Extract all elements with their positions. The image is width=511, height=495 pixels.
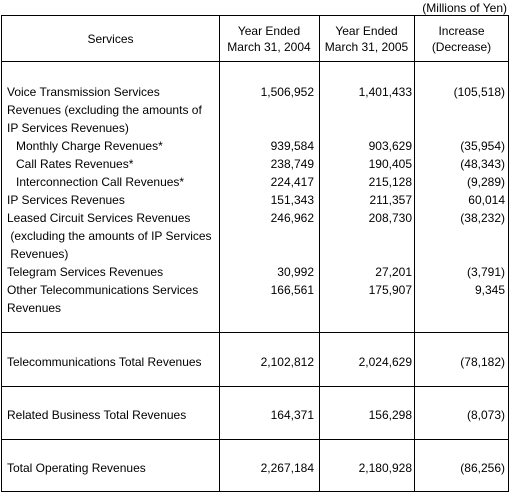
cell-fy2004: 246,962 — [270, 211, 314, 225]
row-divider — [2, 439, 508, 440]
cell-fy2005: 27,201 — [375, 265, 412, 279]
cell-change: (8,073) — [466, 408, 505, 422]
cell-fy2004: 2,267,184 — [260, 461, 314, 475]
cell-change: (48,343) — [460, 157, 505, 171]
unit-note: (Millions of Yen) — [422, 1, 507, 15]
row-label-interconnection: Interconnection Call Revenues* — [16, 175, 185, 189]
cell-fy2005: 211,357 — [369, 193, 412, 207]
cell-fy2004: 166,561 — [270, 283, 314, 297]
row-label-total-operating: Total Operating Revenues — [7, 461, 146, 475]
cell-fy2005: 156,298 — [368, 408, 412, 422]
cell-fy2005: 215,128 — [368, 175, 412, 189]
header-fy2005: Year Ended March 31, 2005 — [324, 23, 409, 54]
cell-change: 9,345 — [474, 283, 505, 297]
header-divider — [2, 61, 508, 62]
cell-change: (38,232) — [460, 211, 505, 225]
cell-fy2005: 208,730 — [368, 211, 412, 225]
row-label-other-telecom: Other Telecommunications Services Revenues — [7, 283, 199, 315]
cell-fy2004: 2,102,812 — [260, 355, 314, 369]
cell-fy2004: 164,371 — [270, 408, 314, 422]
cell-fy2005: 2,024,629 — [358, 355, 412, 369]
cell-fy2005: 175,907 — [368, 283, 412, 297]
header-services: Services — [87, 31, 134, 46]
row-divider — [2, 332, 508, 333]
cell-fy2005: 903,629 — [368, 139, 412, 153]
cell-change: 60,014 — [468, 193, 505, 207]
row-label-ip-services: IP Services Revenues — [7, 193, 125, 207]
cell-fy2004: 1,506,952 — [260, 85, 314, 99]
cell-fy2004: 238,749 — [270, 157, 314, 171]
header-fy2004: Year Ended March 31, 2004 — [227, 23, 311, 54]
cell-change: (105,518) — [453, 85, 505, 99]
cell-fy2004: 224,417 — [270, 175, 314, 189]
cell-fy2005: 2,180,928 — [358, 461, 412, 475]
row-label-monthly-charge: Monthly Charge Revenues* — [16, 139, 163, 153]
cell-fy2004: 151,343 — [270, 193, 314, 207]
row-label-voice-transmission: Voice Transmission Services Revenues (excluding the amounts of IP Services Revenues) — [7, 85, 202, 135]
cell-fy2005: 1,401,433 — [358, 85, 412, 99]
cell-change: (3,791) — [466, 265, 505, 279]
row-label-leased-circuit: Leased Circuit Services Revenues (excluding the amounts of IP Services Revenues) — [7, 211, 212, 261]
cell-change: (9,289) — [466, 175, 505, 189]
cell-fy2004: 30,992 — [277, 265, 314, 279]
row-divider — [2, 386, 508, 387]
cell-fy2004: 939,584 — [270, 139, 314, 153]
header-change: Increase (Decrease) — [431, 23, 492, 54]
row-label-related-business-total: Related Business Total Revenues — [7, 408, 187, 422]
cell-change: (86,256) — [460, 461, 505, 475]
row-label-call-rates: Call Rates Revenues* — [16, 157, 134, 171]
revenue-table — [1, 15, 509, 492]
cell-change: (35,954) — [460, 139, 505, 153]
cell-change: (78,182) — [460, 355, 505, 369]
row-label-telecom-total: Telecommunications Total Revenues — [7, 355, 202, 369]
row-label-telegram: Telegram Services Revenues — [7, 265, 164, 279]
cell-fy2005: 190,405 — [368, 157, 412, 171]
